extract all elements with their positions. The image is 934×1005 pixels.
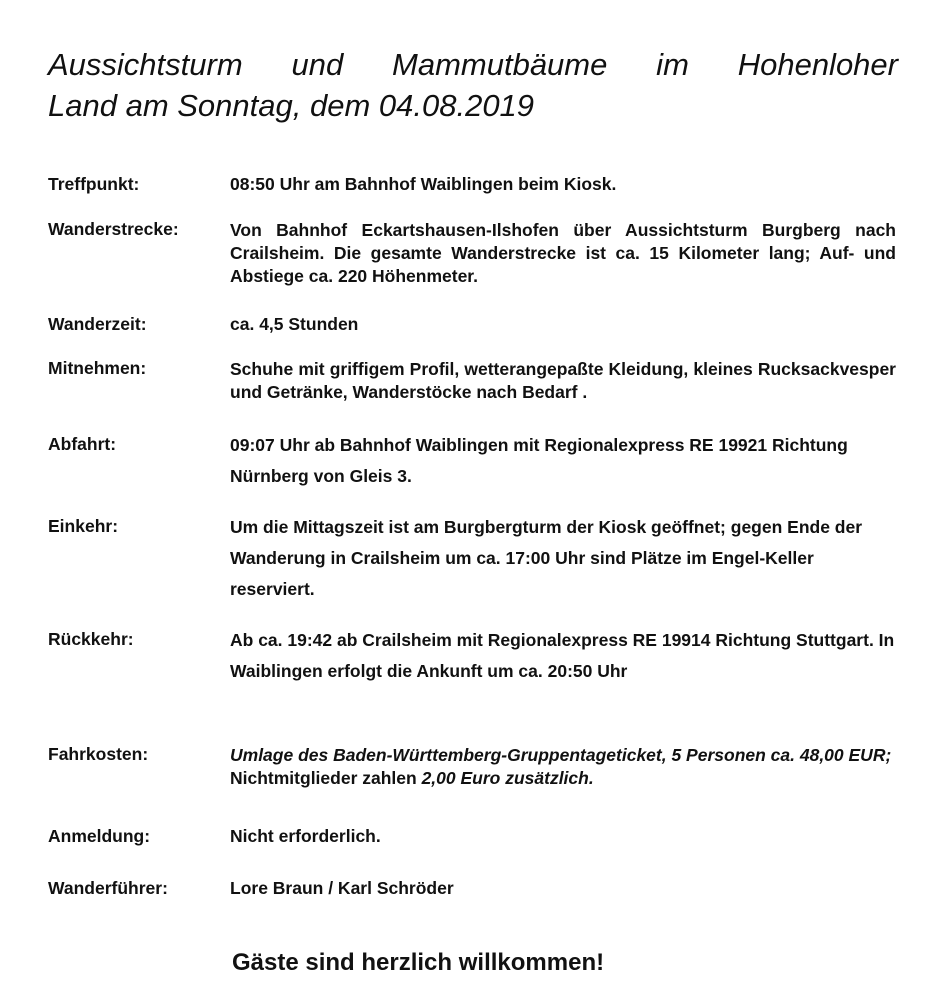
label-abfahrt: Abfahrt: [48,434,117,454]
label-fahrkosten: Fahrkosten: [48,744,149,764]
label-einkehr: Einkehr: [48,516,119,536]
title-line-2: Land am Sonntag, dem 04.08.2019 [48,88,535,123]
value-abfahrt: 09:07 Uhr ab Bahnhof Waiblingen mit Regionalexpress RE 19921 Richtung Nürnberg von Gleis 3. [230,435,848,486]
value-fahrkosten [230,744,896,790]
value-anmeldung: Nicht erforderlich. [230,826,381,846]
label-wanderstrecke: Wanderstrecke: [48,219,179,239]
label-wanderzeit: Wanderzeit: [48,314,147,334]
closing-welcome: Gäste sind herzlich willkommen! [232,949,605,976]
value-wanderzeit: ca. 4,5 Stunden [230,314,359,334]
label-anmeldung: Anmeldung: [48,826,151,846]
value-wanderfuehrer: Lore Braun / Karl Schröder [230,878,454,898]
label-wanderfuehrer: Wanderführer: [48,878,168,898]
value-einkehr: Um die Mittagszeit ist am Burgbergturm der Kiosk geöffnet; gegen Ende der Wanderung in Crailsheim um ca. 17:00 Uhr sind Plätze im Engel-Keller reserviert. [230,517,863,599]
value-wanderstrecke: Von Bahnhof Eckartshausen-Ilshofen über Aussichtsturm Burgberg nach Crailsheim. Die gesamte Wanderstrecke ist ca. 15 Kilometer lang; Auf- und Abstiege ca. 220 Höhenmeter. [230,220,896,286]
fahrkosten-plain: Nichtmitglieder zahlen [230,768,422,788]
page-title [48,44,898,126]
label-mitnehmen: Mitnehmen: [48,358,147,378]
label-treffpunkt: Treffpunkt: [48,174,140,194]
label-rueckkehr: Rückkehr: [48,629,134,649]
title-line-1: Aussichtsturm und Mammutbäume im Hohenloher [48,47,898,82]
value-mitnehmen: Schuhe mit griffigem Profil, wetterangepaßte Kleidung, kleines Rucksackvesper und Getränke, Wanderstöcke nach Bedarf . [230,359,896,402]
value-treffpunkt: 08:50 Uhr am Bahnhof Waiblingen beim Kiosk. [230,174,617,194]
fahrkosten-italic-2: 2,00 Euro zusätzlich. [421,768,594,788]
value-rueckkehr: Ab ca. 19:42 ab Crailsheim mit Regionalexpress RE 19914 Richtung Stuttgart. In Waiblingen erfolgt die Ankunft um ca. 20:50 Uhr [230,630,895,681]
fahrkosten-italic-1: Umlage des Baden-Württemberg-Gruppentageticket, 5 Personen ca. 48,00 EUR; [230,745,892,765]
